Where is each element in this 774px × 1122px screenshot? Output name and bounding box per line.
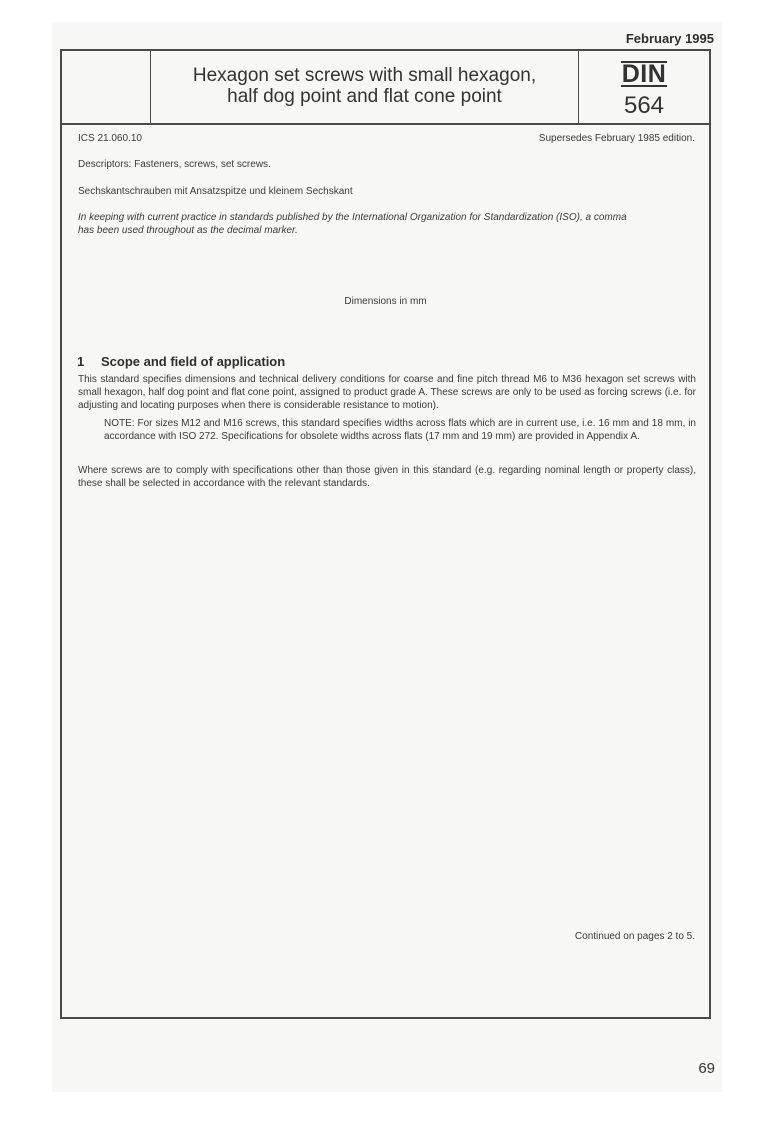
scope-note: NOTE: For sizes M12 and M16 screws, this standard specifies widths across flats which are in current use, i.e. 16 mm and 18 mm, in accordance with ISO 272. Specifications for obsolete widths across flats (17 mm and 19 mm) are provided in Appendix A. (104, 418, 696, 443)
descriptors: Descriptors: Fasteners, screws, set screws. (78, 159, 271, 170)
document-title (151, 51, 579, 123)
din-number: 564 (623, 92, 665, 119)
decimal-note-line-1: In keeping with current practice in standards published by the International Organization for Standardization (ISO), a comma (78, 212, 627, 223)
section-title: Scope and field of application (101, 354, 286, 369)
title-block (62, 51, 709, 125)
title-line-2: half dog point and flat cone point (227, 86, 502, 107)
title-block-left-cell (62, 51, 151, 123)
title-line-1: Hexagon set screws with small hexagon, (192, 65, 537, 86)
decimal-note-line-2: has been used throughout as the decimal marker. (78, 225, 298, 236)
issue-date: February 1995 (625, 31, 714, 46)
supersedes-note: Supersedes February 1985 edition. (538, 133, 695, 144)
section-number: 1 (77, 354, 85, 369)
continued-note: Continued on pages 2 to 5. (574, 931, 695, 942)
decimal-marker-note (78, 211, 698, 237)
scope-paragraph: This standard specifies dimensions and technical delivery conditions for coarse and fine pitch thread M6 to M36 hexagon set screws with small hexagon, half dog point and flat cone point, assigned to product grade A. These screws are only to be used as forcing screws (i.e. for adjusting and locating purposes when there is considerable resistance to motion). (78, 374, 696, 412)
dimensions-label: Dimensions in mm (344, 296, 427, 307)
section-heading (77, 354, 285, 369)
din-logo: DIN (621, 60, 667, 88)
ics-code: ICS 21.060.10 (78, 133, 142, 144)
german-title: Sechskantschrauben mit Ansatzspitze und kleinem Sechskant (78, 186, 353, 197)
din-designation (579, 51, 709, 123)
page-number: 69 (698, 1060, 715, 1077)
scope-paragraph-2: Where screws are to comply with specifications other than those given in this standard (e.g. regarding nominal length or property class), these shall be selected in accordance with the relevant standards. (78, 465, 696, 490)
